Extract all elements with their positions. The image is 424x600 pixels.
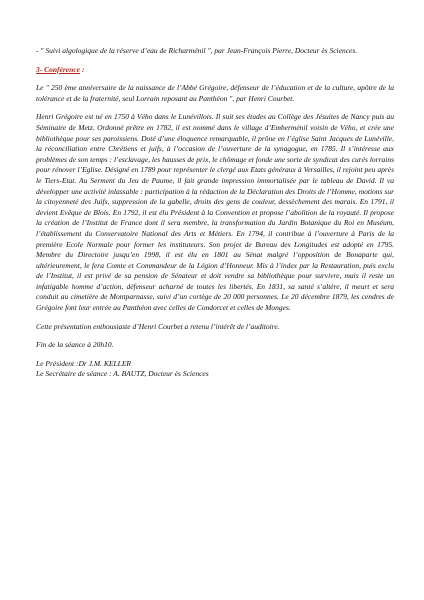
secretary-signature: Le Secrétaire de séance : A. BAUTZ, Docteur ès Sciences	[36, 369, 209, 379]
intro-item: - " Suivi algologique de la réserve d’eau de Richarménil ", par Jean-François Pierre, Docteur ès Sciences.	[36, 46, 358, 55]
document-page	[36, 46, 394, 380]
closing-remark: Cette présentation enthousiaste d’Henri Courbet a retenu l’intérêt de l’auditoire.	[36, 321, 280, 331]
lecture-title: Le " 250 ème anniversaire de la naissance de l’Abbé Grégoire, défenseur de l’éducation et de la culture, apôtre de la tolérance et de la fraternité, seul Lorrain reposant au Panthéon ", par Henri Courbet.	[36, 83, 394, 103]
section-heading-suffix: :	[79, 64, 85, 74]
biography-paragraph: Henri Grégoire est né en 1750 à Vého dans le Lunévillois. Il suit ses études au Collège des Jésuites de Nancy puis au Séminaire de Metz. Ordonné prêtre en 1782, il est nommé dans le village d’Emberménil voisin de Vého, et crée une bibliothèque pour ses paroissiens. Doté d’une éloquence remarquable, il prône en l’église Saint Jacques de Lunéville, la réconciliation entre Chrétiens et juifs, à l’occasion de l’ouverture de la synagogue, en 1785. Il s’intéresse aux problèmes de son temps : l’esclavage, les hausses de prix, le chômage et fonde une sorte de syndicat des curés lorrains pour rénover l’Eglise. Désigné en 1789 pour représenter le clergé aux Etats généraux à Versailles, il rejoint peu après le Tiers-Etat. Au Serment du Jeu de Paume, il fait grande impression immortalisée par le tableau de David. Il va développer une activité inlassable : participation à la rédaction de la Déclaration des Droits de l’Homme, motions sur la citoyenneté des Juifs, suppression de la gabelle, droits des gens de couleur, dessèchement des marais. En 1791, il devient Evêque de Blois. En 1792, il est élu Président à la Convention et propose l’abolition de la royauté. Il propose la création de l’Institut de France dont il sera membre, la transformation du Jardin Botanique du Roi en Muséum, l’établissement du Conservatoire National des Arts et Métiers. En 1794, il contribue à l’ouverture à Paris de la première Ecole Normale pour former les instituteurs. Son projet de Bureau des Longitudes est adopté en 1795. Membre du Directoire jusqu’en 1998, il est élu en 1801 au Sénat malgré l’opposition de Bonaparte qui, ultérieurement, le fera Comte et Commandeur de la Légion d’Honneur. Mis à l’index par la Restauration, puis exclu de l’Institut, il est privé de sa pension de Sénateur et doit vendre sa bibliothèque pour survivre, mais il reste un infatigable homme d’action, défenseur acharné de toutes les libertés. En 1831, sa santé s’altère, il meurt et sera conduit au cimetière de Montparnasse, suivi d’un cortège de 20 000 personnes. Le 20 décembre 1879, les cendres de Grégoire font leur entrée au Panthéon avec celles de Condorcet et celles de Monges.	[36, 112, 394, 313]
president-signature: Le Président :Dr J.M. KELLER	[36, 358, 131, 368]
section-heading	[36, 65, 394, 76]
section-heading-text: 3- Conférence	[36, 64, 80, 74]
end-of-session: Fin de la séance à 20h10.	[36, 340, 114, 350]
